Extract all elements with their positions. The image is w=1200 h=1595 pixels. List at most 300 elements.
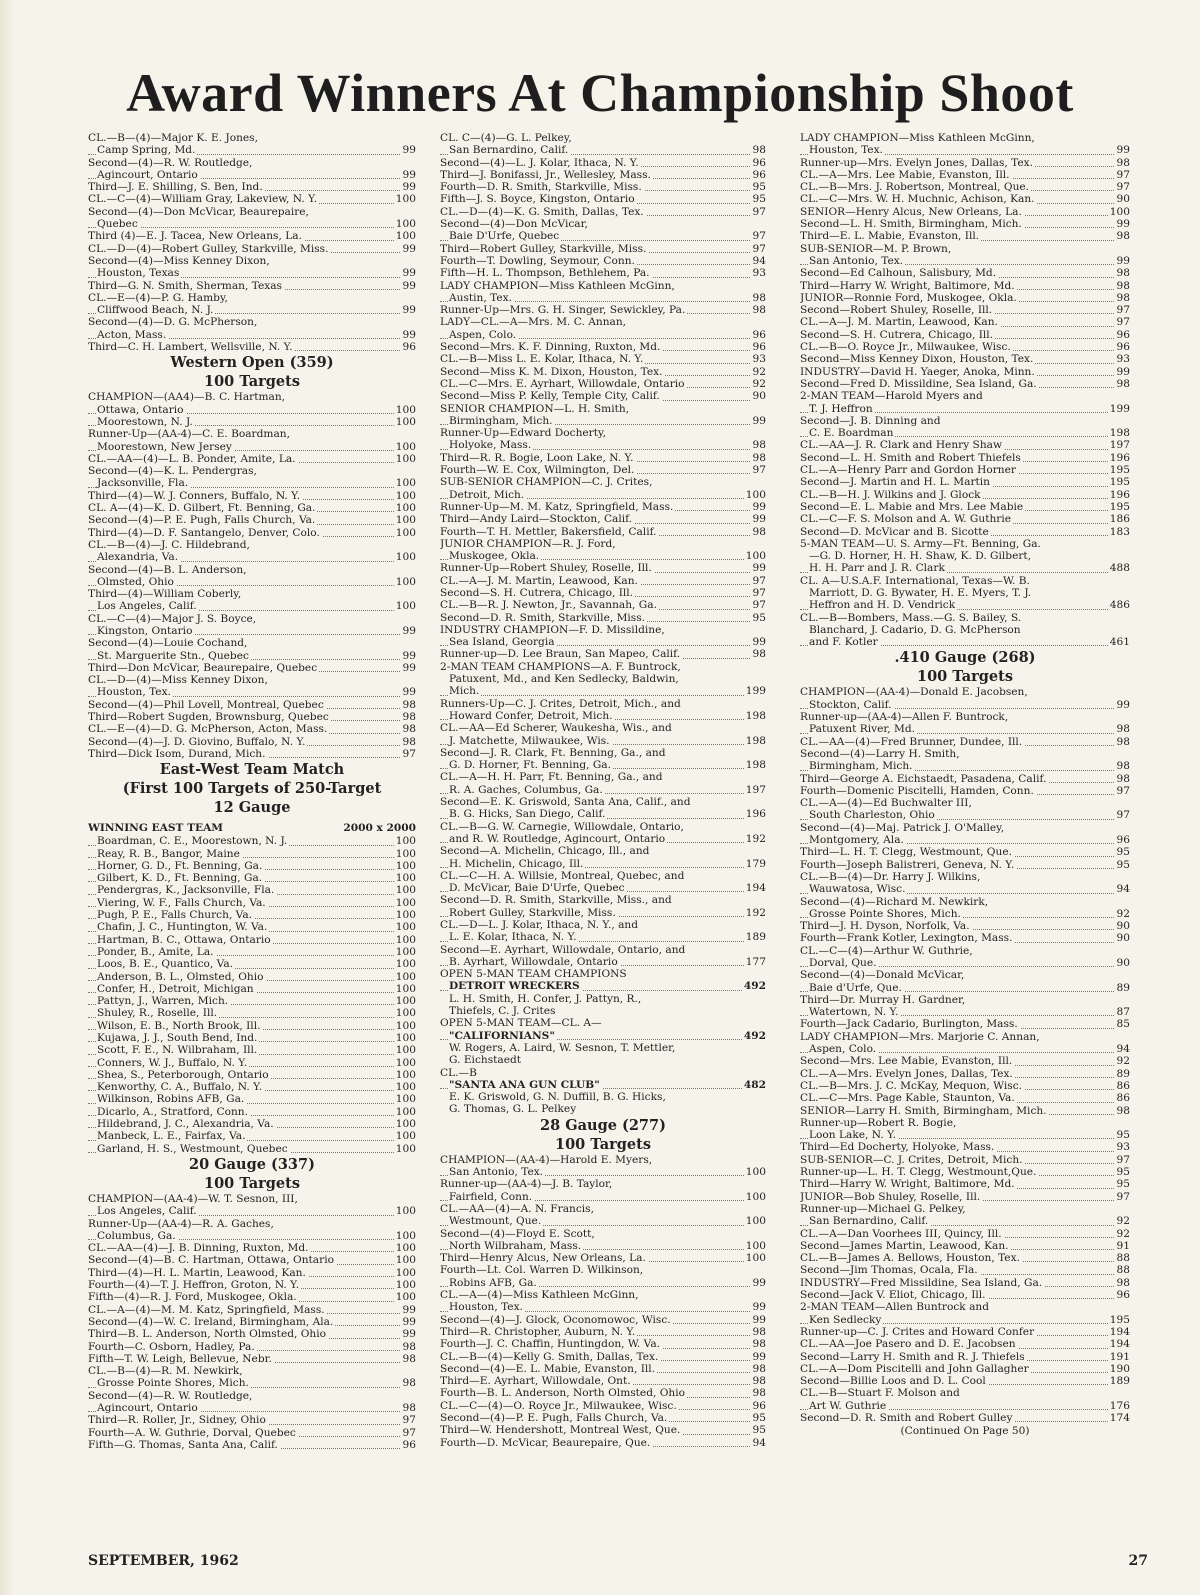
result-score: 176 bbox=[1109, 1399, 1130, 1412]
result-text: Muskogee, Okla. bbox=[449, 550, 540, 563]
result-line bbox=[440, 366, 766, 378]
result-line bbox=[440, 353, 766, 365]
result-line bbox=[800, 1400, 1130, 1412]
result-line bbox=[88, 292, 416, 304]
result-line bbox=[800, 403, 1130, 415]
result-text: Third—(4)—H. L. Martin, Leawood, Kan. bbox=[88, 1266, 306, 1279]
result-line bbox=[800, 230, 1130, 242]
result-line bbox=[440, 1301, 766, 1313]
section-heading: Western Open (359) bbox=[170, 354, 334, 372]
result-line bbox=[440, 550, 766, 562]
result-line bbox=[440, 501, 766, 513]
result-score: 100 bbox=[395, 945, 416, 958]
result-line bbox=[440, 1387, 766, 1399]
result-line bbox=[440, 1240, 766, 1252]
result-line bbox=[88, 625, 416, 637]
result-line bbox=[88, 1106, 416, 1118]
result-line bbox=[440, 673, 766, 685]
result-text: Second—(4)—R. W. Routledge, bbox=[88, 1389, 253, 1402]
result-text: Third—J. Bonifassi, Jr., Wellesley, Mass. bbox=[440, 168, 651, 181]
result-line bbox=[800, 452, 1130, 464]
result-text: CL.—C—Mrs. E. Ayrhart, Willowdale, Ontario bbox=[440, 377, 685, 390]
result-text: Runner-up—(AA-4)—J. B. Taylor, bbox=[440, 1178, 613, 1191]
result-text: Second—(4)—Miss Kenney Dixon, bbox=[88, 254, 270, 267]
result-text: Third—E. L. Mabie, Evanston, Ill. bbox=[800, 230, 980, 243]
result-text: Fourth—A. W. Guthrie, Dorval, Quebec bbox=[88, 1426, 296, 1439]
result-text: CL.—B—H. J. Wilkins and J. Glock bbox=[800, 488, 981, 501]
result-line bbox=[440, 1154, 766, 1166]
result-text: Fairfield, Conn. bbox=[449, 1190, 533, 1203]
result-text: Agincourt, Ontario bbox=[97, 168, 198, 181]
result-line bbox=[800, 1141, 1130, 1153]
result-line bbox=[88, 502, 416, 514]
result-text: Third—(4)—W. J. Conners, Buffalo, N. Y. bbox=[88, 489, 301, 502]
result-text: Second—(4)—J. D. Giovino, Buffalo, N. Y. bbox=[88, 735, 306, 748]
result-text: Patuxent, Md., and Ken Sedlecky, Baldwin, bbox=[449, 673, 679, 686]
result-line bbox=[440, 415, 766, 427]
result-line bbox=[88, 1279, 416, 1291]
result-score: 96 bbox=[1116, 328, 1130, 341]
result-score: 97 bbox=[752, 574, 766, 587]
result-text: Third—Harry W. Wright, Baltimore, Md. bbox=[800, 279, 1015, 292]
result-text: CL.—C—Mrs. W. H. Muchnic, Achison, Kan. bbox=[800, 193, 1035, 206]
result-line bbox=[88, 1390, 416, 1402]
result-line bbox=[88, 1304, 416, 1316]
result-line bbox=[88, 958, 416, 970]
section-heading: 100 Targets bbox=[917, 668, 1013, 686]
result-score: 492 bbox=[743, 1029, 766, 1042]
result-text: CL.—B—Miss L. E. Kolar, Ithaca, N. Y. bbox=[440, 353, 644, 366]
result-score: 97 bbox=[752, 599, 766, 612]
result-line bbox=[800, 526, 1130, 538]
result-line bbox=[88, 1118, 416, 1130]
result-score: 189 bbox=[1109, 1375, 1130, 1388]
result-line bbox=[440, 243, 766, 255]
result-text: CL.—A—Henry Parr and Gordon Horner bbox=[800, 464, 1016, 477]
result-line bbox=[800, 378, 1130, 390]
result-line bbox=[440, 1017, 766, 1029]
result-text: CL.—C—F. S. Molson and A. W. Guthrie bbox=[800, 513, 1011, 526]
result-line bbox=[440, 956, 766, 968]
result-text: Second—Mrs. K. F. Dinning, Ruxton, Md. bbox=[440, 341, 661, 354]
result-score: 93 bbox=[1116, 353, 1130, 366]
result-line bbox=[440, 562, 766, 574]
result-line bbox=[800, 169, 1130, 181]
result-text: CL.—B—James A. Bellows, Houston, Tex. bbox=[800, 1252, 1020, 1265]
result-text: Shea, S., Peterborough, Ontario bbox=[97, 1068, 269, 1081]
result-text: CL.—B—Mrs. J. Robertson, Montreal, Que. bbox=[800, 181, 1030, 194]
result-line bbox=[88, 1093, 416, 1105]
result-text: CHAMPION—(AA4)—B. C. Hartman, bbox=[88, 391, 286, 404]
result-text: Kujawa, J. J., South Bend, Ind. bbox=[97, 1032, 258, 1044]
result-text: G. D. Horner, Ft. Benning, Ga. bbox=[449, 759, 611, 772]
result-score: 97 bbox=[752, 242, 766, 255]
result-score: 97 bbox=[402, 1414, 416, 1427]
result-text: Third—E. Ayrhart, Willowdale, Ont. bbox=[440, 1375, 631, 1388]
result-score: 92 bbox=[1116, 1215, 1130, 1228]
result-text: Second—(4)—Don McVicar, bbox=[440, 218, 588, 231]
result-line bbox=[440, 181, 766, 193]
result-text: SUB-SENIOR—C. J. Crites, Detroit, Mich. bbox=[800, 1153, 1023, 1166]
result-score: 100 bbox=[395, 1007, 416, 1020]
result-text: Grosse Pointe Shores, Mich. bbox=[809, 907, 961, 920]
result-line bbox=[800, 896, 1130, 908]
result-text: Fourth—Domenic Piscitelli, Hamden, Conn. bbox=[800, 784, 1034, 797]
result-text: Holyoke, Mass. bbox=[449, 439, 532, 452]
result-text: Second—J. R. Clark, Ft. Benning, Ga., and bbox=[440, 746, 666, 759]
result-line bbox=[88, 650, 416, 662]
result-score: 197 bbox=[745, 783, 766, 796]
result-text: Runners-Up—C. J. Crites, Detroit, Mich., and bbox=[440, 697, 681, 710]
result-score: 87 bbox=[1116, 1006, 1130, 1019]
result-text: Second—(4)—Larry H. Smith, bbox=[800, 747, 960, 760]
result-text: Alexandria, Va. bbox=[97, 551, 179, 564]
result-line bbox=[800, 920, 1130, 932]
result-score: 99 bbox=[752, 414, 766, 427]
result-line bbox=[88, 1057, 416, 1069]
result-line bbox=[800, 834, 1130, 846]
result-line bbox=[800, 550, 1130, 562]
result-line bbox=[800, 908, 1130, 920]
result-line bbox=[440, 1042, 766, 1054]
result-score: 88 bbox=[1116, 1264, 1130, 1277]
result-score: 97 bbox=[752, 586, 766, 599]
result-line bbox=[440, 575, 766, 587]
result-line bbox=[440, 1277, 766, 1289]
result-line bbox=[88, 465, 416, 477]
result-score: 92 bbox=[1116, 1227, 1130, 1240]
result-line bbox=[440, 329, 766, 341]
result-score: 92 bbox=[752, 377, 766, 390]
result-text: Aspen, Colo. bbox=[809, 1043, 877, 1056]
result-text: Second—(4)—Maj. Patrick J. O'Malley, bbox=[800, 821, 1005, 834]
result-text: CHAMPION—(AA-4)—Donald E. Jacobsen, bbox=[800, 686, 1028, 699]
result-text: Runner-Up—Edward Docherty, bbox=[440, 427, 606, 440]
result-text: St. Marguerite Stn., Quebec bbox=[97, 649, 249, 662]
result-text: CL.—A—H. H. Parr, Ft. Benning, Ga., and bbox=[440, 771, 663, 784]
result-text: CL.—B—R. J. Newton, Jr., Savannah, Ga. bbox=[440, 599, 657, 612]
result-score: 195 bbox=[1109, 1313, 1130, 1326]
result-line bbox=[88, 1414, 416, 1426]
result-score: 93 bbox=[752, 267, 766, 280]
result-score: 99 bbox=[402, 328, 416, 341]
result-line bbox=[88, 527, 416, 539]
result-line bbox=[88, 193, 416, 205]
result-line bbox=[800, 1228, 1130, 1240]
result-text: Second—J. B. Dinning and bbox=[800, 414, 941, 427]
result-score: 100 bbox=[395, 1254, 416, 1267]
result-line bbox=[800, 304, 1130, 316]
result-line bbox=[440, 1314, 766, 1326]
result-text: Watertown, N. Y. bbox=[809, 1006, 899, 1019]
result-score: 99 bbox=[402, 1303, 416, 1316]
result-line bbox=[88, 897, 416, 909]
result-text: Fourth—T. Dowling, Seymour, Conn. bbox=[440, 254, 635, 267]
result-line bbox=[440, 624, 766, 636]
result-text: Ken Sedlecky bbox=[809, 1313, 882, 1326]
result-score: 94 bbox=[1116, 883, 1130, 896]
result-line bbox=[88, 490, 416, 502]
result-line bbox=[88, 416, 416, 428]
result-line bbox=[440, 759, 766, 771]
result-score: 99 bbox=[402, 242, 416, 255]
result-text: Fourth—T. H. Mettler, Bakersfield, Calif. bbox=[440, 525, 657, 538]
result-score: 94 bbox=[1116, 1043, 1130, 1056]
result-score: 100 bbox=[395, 600, 416, 613]
result-score: 100 bbox=[395, 909, 416, 922]
result-score: 198 bbox=[745, 759, 766, 772]
result-text: Third—R. R. Bogie, Loon Lake, N. Y. bbox=[440, 451, 634, 464]
result-score: 100 bbox=[395, 872, 416, 885]
result-text: Second—Robert Shuley, Roselle, Ill. bbox=[800, 304, 993, 317]
result-score: 100 bbox=[395, 1019, 416, 1032]
result-text: Runner-up—Michael G. Pelkey, bbox=[800, 1202, 966, 1215]
result-line bbox=[800, 1363, 1130, 1375]
result-score: 96 bbox=[752, 156, 766, 169]
result-line bbox=[440, 1437, 766, 1449]
result-line bbox=[440, 1326, 766, 1338]
result-score: 100 bbox=[395, 884, 416, 897]
result-score: 98 bbox=[752, 439, 766, 452]
result-text: Camp Spring, Md. bbox=[97, 144, 196, 157]
result-score: 190 bbox=[1109, 1362, 1130, 1375]
result-text: Anderson, B. L., Olmsted, Ohio bbox=[97, 970, 264, 983]
result-text: Second—D. R. Smith and Robert Gulley bbox=[800, 1411, 1013, 1424]
result-line bbox=[88, 848, 416, 860]
result-line bbox=[440, 845, 766, 857]
result-line bbox=[800, 353, 1130, 365]
result-text: Marriott, D. G. Bywater, H. E. Myers, T. J. bbox=[809, 586, 1032, 599]
result-text: H. H. Parr and J. R. Clark bbox=[809, 562, 945, 575]
result-line bbox=[800, 1129, 1130, 1141]
result-line bbox=[800, 292, 1130, 304]
result-line bbox=[440, 1424, 766, 1436]
result-score: 198 bbox=[745, 734, 766, 747]
result-score: 98 bbox=[402, 711, 416, 724]
result-score: 99 bbox=[1116, 365, 1130, 378]
result-score: 93 bbox=[752, 353, 766, 366]
result-line bbox=[88, 218, 416, 230]
result-line bbox=[800, 1043, 1130, 1055]
result-text: Kenworthy, C. A., Buffalo, N. Y. bbox=[97, 1081, 263, 1094]
result-text: Second—D. R. Smith, Starkville, Miss., and bbox=[440, 894, 672, 907]
result-text: Third—George A. Eichstaedt, Pasadena, Calif. bbox=[800, 772, 1047, 785]
result-line bbox=[88, 181, 416, 193]
result-line bbox=[800, 822, 1130, 834]
result-text: Fifth—J. S. Boyce, Kingston, Ontario bbox=[440, 193, 635, 206]
result-line bbox=[800, 1375, 1130, 1387]
result-line bbox=[440, 1067, 766, 1079]
result-text: Fourth—J. C. Chaffin, Huntingdon, W. Va. bbox=[440, 1338, 661, 1351]
result-text: Third (4)—E. J. Tacea, New Orleans, La. bbox=[88, 230, 302, 243]
result-score: 98 bbox=[1116, 377, 1130, 390]
result-text: Montgomery, Ala. bbox=[809, 834, 904, 847]
result-text: Second—(4)—D. G. McPherson, bbox=[88, 316, 258, 329]
result-score: 191 bbox=[1109, 1350, 1130, 1363]
result-line bbox=[88, 1081, 416, 1093]
result-text: Birmingham, Mich. bbox=[809, 760, 913, 773]
result-line bbox=[440, 464, 766, 476]
result-line bbox=[800, 1178, 1130, 1190]
result-line bbox=[440, 1264, 766, 1276]
result-line bbox=[88, 1218, 416, 1230]
result-line bbox=[88, 267, 416, 279]
result-score: 98 bbox=[752, 304, 766, 317]
result-line bbox=[800, 1351, 1130, 1363]
section-heading: 12 Gauge bbox=[213, 799, 291, 817]
result-score: 100 bbox=[395, 440, 416, 453]
result-text: Loos, B. E., Quantico, Va. bbox=[97, 958, 234, 971]
result-line bbox=[440, 292, 766, 304]
result-text: DETROIT WRECKERS bbox=[449, 980, 580, 993]
result-text: Second—(4)—Floyd E. Scott, bbox=[440, 1227, 595, 1240]
result-text: J. Matchette, Milwaukee, Wis. bbox=[449, 734, 610, 747]
result-score: 194 bbox=[745, 882, 766, 895]
result-score: 95 bbox=[1116, 858, 1130, 871]
result-line bbox=[800, 562, 1130, 574]
result-score: 94 bbox=[752, 1436, 766, 1449]
result-text: Third—R. Christopher, Auburn, N. Y. bbox=[440, 1325, 636, 1338]
result-score: 96 bbox=[752, 341, 766, 354]
result-line bbox=[800, 243, 1130, 255]
result-line bbox=[88, 699, 416, 711]
result-line bbox=[88, 1069, 416, 1081]
result-text: CL.—A—J. M. Martin, Leawood, Kan. bbox=[800, 316, 998, 329]
result-line bbox=[88, 539, 416, 551]
result-line bbox=[440, 722, 766, 734]
result-text: CL.—AA—(4)—J. B. Dinning, Ruxton, Md. bbox=[88, 1242, 309, 1255]
result-text: T. J. Heffron bbox=[809, 402, 873, 415]
result-line bbox=[800, 797, 1130, 809]
result-text: Wauwatosa, Wisc. bbox=[809, 883, 906, 896]
result-line bbox=[440, 1178, 766, 1190]
result-line bbox=[800, 982, 1130, 994]
result-line bbox=[800, 846, 1130, 858]
team-header bbox=[88, 822, 416, 835]
result-score: 96 bbox=[1116, 341, 1130, 354]
result-line bbox=[800, 501, 1130, 513]
result-line bbox=[440, 489, 766, 501]
result-line bbox=[800, 439, 1130, 451]
result-line bbox=[88, 477, 416, 489]
result-text: CHAMPION—(AA-4)—W. T. Sesnon, III, bbox=[88, 1192, 298, 1205]
result-text: CL. A—U.S.A.F. International, Texas—W. B. bbox=[800, 574, 1030, 587]
result-score: 100 bbox=[395, 1229, 416, 1242]
result-line bbox=[440, 735, 766, 747]
result-line bbox=[800, 366, 1130, 378]
result-score: 199 bbox=[745, 685, 766, 698]
result-text: Ponder, B., Amite, La. bbox=[97, 945, 214, 958]
result-line bbox=[800, 1314, 1130, 1326]
result-text: Viering, W. F., Falls Church, Va. bbox=[97, 896, 266, 909]
result-line bbox=[800, 1080, 1130, 1092]
result-text: Conners, W. J., Buffalo, N. Y. bbox=[97, 1056, 248, 1069]
result-score: 99 bbox=[752, 1301, 766, 1314]
result-line bbox=[800, 280, 1130, 292]
result-line bbox=[440, 771, 766, 783]
result-line bbox=[800, 883, 1130, 895]
result-score: 98 bbox=[752, 1387, 766, 1400]
result-score: 97 bbox=[752, 205, 766, 218]
result-text: Reay, R. B., Bangor, Maine bbox=[97, 847, 240, 860]
result-line bbox=[440, 919, 766, 931]
result-score: 96 bbox=[1116, 1289, 1130, 1302]
result-line bbox=[88, 576, 416, 588]
result-text: Grosse Pointe Shores, Mich. bbox=[97, 1377, 249, 1390]
result-score: 100 bbox=[395, 502, 416, 515]
result-line bbox=[88, 872, 416, 884]
result-text: Second—Miss P. Kelly, Temple City, Calif. bbox=[440, 390, 660, 403]
result-score: 196 bbox=[745, 808, 766, 821]
section-heading: (First 100 Targets of 250-Target bbox=[122, 780, 382, 798]
result-score: 96 bbox=[752, 1399, 766, 1412]
result-line bbox=[88, 1044, 416, 1056]
result-text: "CALIFORNIANS" bbox=[449, 1029, 555, 1042]
result-line bbox=[440, 439, 766, 451]
result-score: 196 bbox=[1109, 488, 1130, 501]
result-line bbox=[440, 661, 766, 673]
result-line bbox=[88, 860, 416, 872]
result-score: 95 bbox=[752, 611, 766, 624]
result-line bbox=[800, 1117, 1130, 1129]
result-line bbox=[88, 637, 416, 649]
result-line bbox=[88, 304, 416, 316]
result-line bbox=[800, 957, 1130, 969]
result-score: 89 bbox=[1116, 981, 1130, 994]
result-score: 96 bbox=[402, 1438, 416, 1451]
result-line bbox=[800, 711, 1130, 723]
result-score: 99 bbox=[752, 562, 766, 575]
result-text: Westmount, Que. bbox=[449, 1215, 542, 1228]
result-text: Runner-Up—(AA-4)—C. E. Boardman, bbox=[88, 428, 290, 441]
result-score: 91 bbox=[1116, 1239, 1130, 1252]
result-text: Second—Larry H. Smith and R. J. Thiefels bbox=[800, 1350, 1025, 1363]
result-text: Third—(4)—D. F. Santangelo, Denver, Colo. bbox=[88, 526, 320, 539]
result-text: Second—Miss Kenney Dixon, Houston, Tex. bbox=[800, 353, 1034, 366]
result-score: 93 bbox=[1116, 1141, 1130, 1154]
result-line bbox=[800, 736, 1130, 748]
result-score: 99 bbox=[402, 304, 416, 317]
result-text: Third—Harry W. Wright, Baltimore, Md. bbox=[800, 1178, 1015, 1191]
result-text: Second—(4)—B. L. Anderson, bbox=[88, 563, 247, 576]
result-text: Second—L. H. Smith and Robert Thiefels bbox=[800, 451, 1021, 464]
result-text: Chafin, J. C., Huntington, W. Va. bbox=[97, 921, 268, 934]
result-score: 100 bbox=[395, 403, 416, 416]
result-text: Second—(4)—R. W. Routledge, bbox=[88, 156, 253, 169]
result-text: Second—(4)—Don McVicar, Beaurepaire, bbox=[88, 205, 309, 218]
result-line bbox=[800, 329, 1130, 341]
result-line bbox=[88, 157, 416, 169]
result-line bbox=[88, 748, 416, 760]
result-text: Third—C. H. Lambert, Wellsville, N. Y. bbox=[88, 341, 293, 354]
result-line bbox=[800, 699, 1130, 711]
result-text: CL.—A—Mrs. Lee Mabie, Evanston, Ill. bbox=[800, 168, 1010, 181]
result-line bbox=[88, 1427, 416, 1439]
result-text: Fourth—C. Osborn, Hadley, Pa. bbox=[88, 1340, 255, 1353]
result-text: Second—(4)—W. C. Ireland, Birmingham, Ala. bbox=[88, 1315, 334, 1328]
result-text: Blanchard, J. Cadario, D. G. McPherson bbox=[809, 623, 1021, 636]
result-text: CL.—A—Mrs. Evelyn Jones, Dallas, Tex. bbox=[800, 1067, 1013, 1080]
result-text: Pendergras, K., Jacksonville, Fla. bbox=[97, 884, 275, 897]
result-text: Third—Don McVicar, Beaurepaire, Quebec bbox=[88, 661, 318, 674]
result-score: 98 bbox=[1116, 267, 1130, 280]
result-line bbox=[800, 1252, 1130, 1264]
result-line bbox=[440, 993, 766, 1005]
result-line bbox=[800, 1006, 1130, 1018]
result-line bbox=[800, 1018, 1130, 1030]
result-score: 90 bbox=[1116, 193, 1130, 206]
result-score: 98 bbox=[752, 291, 766, 304]
